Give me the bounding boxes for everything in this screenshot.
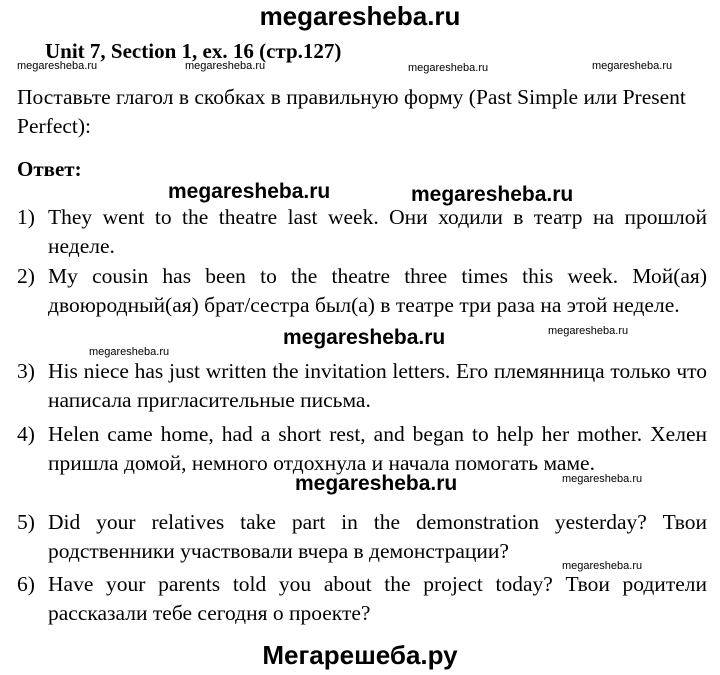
watermark: megaresheba.ru bbox=[562, 473, 643, 485]
item-number: 3) bbox=[17, 359, 35, 383]
watermark: megaresheba.ru bbox=[185, 60, 266, 72]
item-number: 1) bbox=[17, 205, 35, 229]
watermark: megaresheba.ru bbox=[168, 180, 331, 203]
watermark: megaresheba.ru bbox=[283, 326, 446, 349]
answer-item bbox=[17, 203, 707, 261]
site-header: megaresheba.ru bbox=[259, 1, 461, 31]
answer-label: Ответ: bbox=[17, 157, 82, 181]
watermark: megaresheba.ru bbox=[408, 62, 489, 74]
answer-item bbox=[17, 570, 707, 628]
item-text: Did your relatives take part in the demonstration yesterday? Твои родственники участвовали вчера в демонстрации? bbox=[48, 510, 707, 563]
watermark: megaresheba.ru bbox=[411, 183, 574, 206]
answer-item bbox=[17, 508, 707, 566]
task-instruction: Поставьте глагол в скобках в правильную форму (Past Simple или Present Perfect): bbox=[17, 85, 686, 138]
answer-item bbox=[17, 420, 707, 478]
watermark: megaresheba.ru bbox=[548, 325, 629, 337]
exercise-title: Unit 7, Section 1, ex. 16 (стр.127) bbox=[45, 39, 342, 63]
watermark: megaresheba.ru bbox=[295, 472, 458, 495]
item-number: 2) bbox=[17, 264, 35, 288]
answer-item bbox=[17, 262, 707, 320]
watermark: megaresheba.ru bbox=[592, 60, 673, 72]
item-number: 4) bbox=[17, 422, 35, 446]
item-text: My cousin has been to the theatre three times this week. Мой(ая) двоюродный(ая) брат/сестра был(а) в театре три раза на этой неделе. bbox=[48, 264, 707, 317]
item-text: Helen came home, had a short rest, and began to help her mother. Хелен пришла домой, немного отдохнула и начала помогать маме. bbox=[48, 422, 707, 475]
answer-item bbox=[17, 357, 707, 415]
watermark: megaresheba.ru bbox=[17, 60, 98, 72]
watermark: megaresheba.ru bbox=[562, 560, 643, 572]
item-number: 6) bbox=[17, 572, 35, 596]
watermark: megaresheba.ru bbox=[89, 346, 170, 358]
item-number: 5) bbox=[17, 510, 35, 534]
item-text: They went to the theatre last week. Они ходили в театр на прошлой неделе. bbox=[48, 205, 707, 258]
item-text: His niece has just written the invitation letters. Его племянница только что написала пригласительные письма. bbox=[48, 359, 707, 412]
site-footer: Мегарешеба.ру bbox=[262, 640, 458, 670]
item-text: Have your parents told you about the project today? Твои родители рассказали тебе сегодня о проекте? bbox=[48, 572, 707, 625]
